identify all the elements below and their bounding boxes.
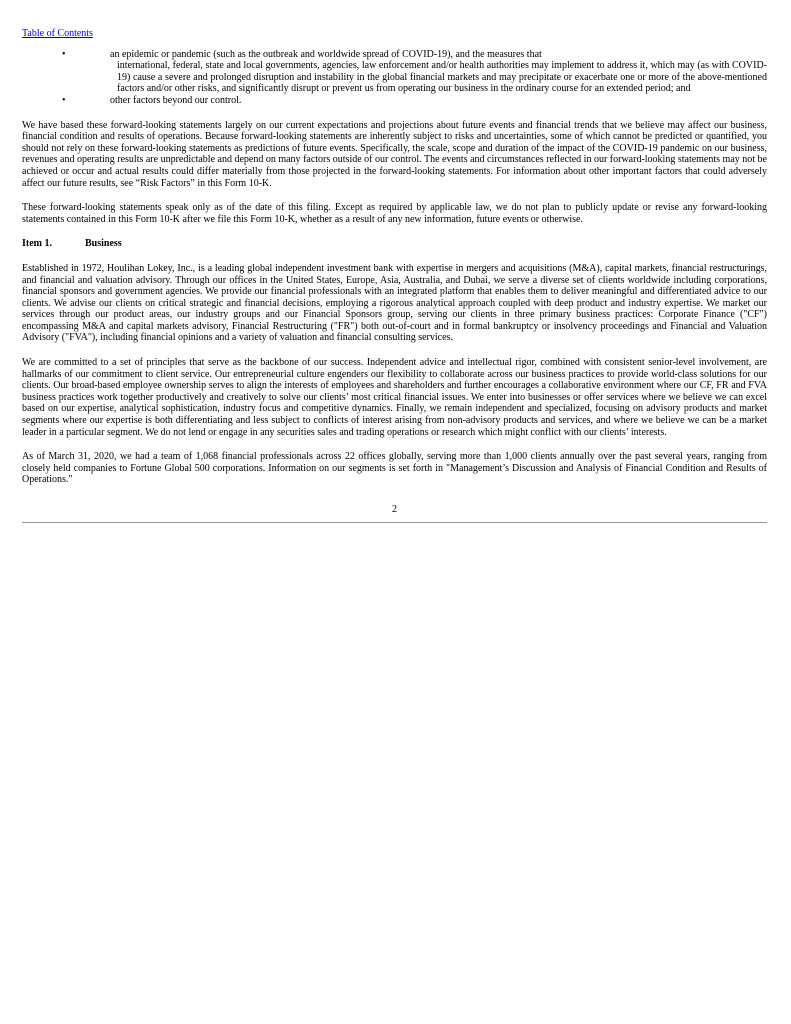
table-of-contents-link[interactable]: Table of Contents: [22, 28, 93, 39]
item-heading: [22, 238, 767, 250]
paragraph-principles: We are committed to a set of principles that serve as the backbone of our success. Independent advice and intellectual rigor, combined with consistent senior-level involvement, are hallmarks of our commitment to client service. Our entrepreneurial culture engenders our flexibility to collaborate across our business practices to provide world-class solutions for our clients. Our broad-based employee ownership serves to align the interests of employees and shareholders and further encourages a collaborative environment where our CF, FR and FVA business practices work together productively and creatively to solve our clients’ most critical financial issues. We enter into businesses or offer services where we believe we can excel based on our expertise, analytical sophistication, industry focus and competitive dynamics. Finally, we remain independent and specialized, focusing on advisory products and market segments where our expertise is both differentiating and less subject to conflicts of interest arising from non-advisory products and services, and where we believe we can be a market leader in a particular segment. We do not lend or engage in any securities sales and trading operations or research which might conflict with our clients’ interests.: [22, 357, 767, 438]
bullet-text-first-line: other factors beyond our control.: [110, 94, 242, 106]
page-divider: [22, 522, 767, 523]
bullet-icon: •: [62, 94, 66, 106]
item-title: Business: [85, 238, 122, 250]
paragraph-company-overview: Established in 1972, Houlihan Lokey, Inc., is a leading global independent investment bank with expertise in mergers and acquisitions (M&A), capital markets, financial restructurings, and financial and valuation advisory. Through our offices in the United States, Europe, Asia, Australia, and Dubai, we serve a diverse set of clients worldwide including corporations, financial sponsors and government agencies. We provide our financial professionals with an integrated platform that enables them to deliver meaningful and differentiated advice to our clients. We advise our clients on critical strategic and financial decisions, employing a rigorous analytical approach coupled with deep product and industry expertise. We market our services through our product areas, our industry groups and our Financial Sponsors group, serving our clients in three primary business practices: Corporate Finance ("CF") encompassing M&A and capital markets advisory, Financial Restructuring ("FR") both out-of-court and in formal bankruptcy or insolvency proceedings and Financial and Valuation Advisory ("FVA"), including financial opinions and a variety of valuation and financial consulting services.: [22, 262, 767, 344]
bullet-icon: •: [62, 48, 66, 60]
risk-factor-bullet-list: [22, 49, 767, 107]
page-number: 2: [392, 504, 397, 515]
bullet-text-continuation: international, federal, state and local governments, agencies, law enforcement and/or health authorities may implement to address it, which may (as with COVID-19) cause a severe and prolonged disruption and instability in the global financial markets and may precipitate or exacerbate one or more of the above-mentioned factors and/or other risks, and significantly disrupt or prevent us from operating our business in the ordinary course for an extended period; and: [117, 60, 767, 95]
document-page: [22, 28, 767, 523]
bullet-text-first-line: an epidemic or pandemic (such as the outbreak and worldwide spread of COVID-19), and the measures that: [110, 48, 542, 60]
bullet-item-other-factors: [22, 95, 767, 107]
paragraph-team-size: As of March 31, 2020, we had a team of 1,068 financial professionals across 22 offices globally, serving more than 1,000 clients annually over the past several years, ranging from closely held companies to Fortune Global 500 corporations. Information on our segments is set forth in "Management’s Discussion and Analysis of Financial Condition and Results of Operations.": [22, 451, 767, 486]
item-number: Item 1.: [22, 238, 52, 250]
bullet-item-pandemic: [22, 49, 767, 95]
paragraph-forward-looking-date: These forward-looking statements speak only as of the date of this filing. Except as required by applicable law, we do not plan to publicly update or revise any forward-looking statements contained in this Form 10-K after we file this Form 10-K, whether as a result of any new information, future events or otherwise.: [22, 202, 767, 225]
paragraph-forward-looking-basis: We have based these forward-looking statements largely on our current expectations and projections about future events and financial trends that we believe may affect our business, financial condition and results of operations. Because forward-looking statements are inherently subject to risks and uncertainties, some of which cannot be predicted or quantified, you should not rely on these forward-looking statements as predictions of future events. Specifically, the scale, scope and duration of the impact of the COVID-19 pandemic on our business, revenues and operating results are unpredictable and depend on many factors outside of our control. The events and circumstances reflected in our forward-looking statements may not be achieved or occur and actual results could differ materially from those projected in the forward-looking statements. For information about other important factors that could adversely affect our future results, see “Risk Factors” in this Form 10-K.: [22, 119, 767, 189]
